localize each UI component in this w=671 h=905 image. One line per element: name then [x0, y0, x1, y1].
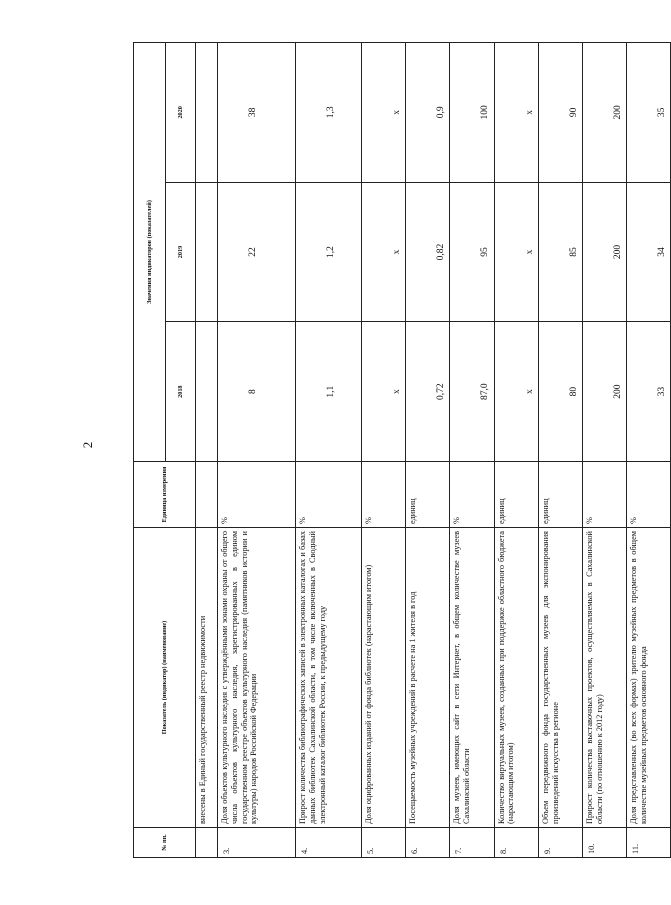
row-value-2018: 8 — [218, 322, 296, 462]
indicator-table-container — [133, 42, 668, 858]
row-indicator: Доля музеев, имеющих сайт в сети Интернет, в общем количестве музеев Сахалинской области — [450, 528, 494, 828]
continuation-text: внесены в Единый государственный реестр недвижимости — [196, 528, 218, 828]
continuation-unit-cell — [196, 462, 218, 528]
indicator-table — [133, 42, 671, 858]
row-value-2018: 200 — [583, 322, 627, 462]
row-number: 7. — [450, 828, 494, 858]
row-number: 8. — [494, 828, 538, 858]
row-value-2020: 200 — [583, 43, 627, 183]
row-value-2019: 85 — [538, 182, 582, 322]
row-unit: % — [218, 462, 296, 528]
row-value-2019: 200 — [583, 182, 627, 322]
row-number: 9. — [538, 828, 582, 858]
continuation-number-cell — [196, 828, 218, 858]
header-year-2020: 2020 — [166, 43, 196, 183]
header-values-group: Значения индикаторов (показателей) — [134, 43, 166, 462]
row-number: 3. — [218, 828, 296, 858]
row-value-2018: 80 — [538, 322, 582, 462]
row-indicator: Доля представленных (во всех формах) зрителю музейных предметов в общем количестве музейных предметов основного фонда — [627, 528, 671, 828]
header-unit: Единица измерения — [134, 462, 196, 528]
row-value-2019: 0,82 — [406, 182, 450, 322]
header-number: № пп. — [134, 828, 196, 858]
row-value-2019: 95 — [450, 182, 494, 322]
table-header-row — [134, 43, 166, 858]
row-value-2018: 1,1 — [296, 322, 362, 462]
row-indicator: Доля оцифрованных изданий от фонда библиотек (нарастающим итогом) — [362, 528, 406, 828]
row-value-2019: 1,2 — [296, 182, 362, 322]
row-unit: единиц — [538, 462, 582, 528]
table-row — [583, 43, 627, 858]
row-number: 4. — [296, 828, 362, 858]
table-row — [538, 43, 582, 858]
continuation-2019-cell — [196, 182, 218, 322]
table-row — [362, 43, 406, 858]
row-unit: % — [627, 462, 671, 528]
continuation-row — [196, 43, 218, 858]
row-number: 11. — [627, 828, 671, 858]
row-value-2020: 100 — [450, 43, 494, 183]
row-value-2018: 87,0 — [450, 322, 494, 462]
table-row — [296, 43, 362, 858]
row-unit: единиц — [494, 462, 538, 528]
row-value-2019: х — [362, 182, 406, 322]
row-value-2019: 34 — [627, 182, 671, 322]
table-row — [406, 43, 450, 858]
table-row — [627, 43, 671, 858]
row-indicator: Количество виртуальных музеев, созданных при поддержке областного бюджета (нарастающим итогом) — [494, 528, 538, 828]
row-indicator: Доля объектов культурного наследия с утверждёнными зонами охраны от общего числа объектов культурного наследия, зарегистрированных в едином государственном реестре объектов культурного наследия (памятников истории и культуры) народов Российской Федерации — [218, 528, 296, 828]
row-value-2019: х — [494, 182, 538, 322]
row-value-2020: 90 — [538, 43, 582, 183]
continuation-2020-cell — [196, 43, 218, 183]
row-unit: % — [362, 462, 406, 528]
row-number: 5. — [362, 828, 406, 858]
row-value-2018: х — [494, 322, 538, 462]
row-number: 10. — [583, 828, 627, 858]
row-value-2020: х — [362, 43, 406, 183]
table-row — [218, 43, 296, 858]
header-indicator: Показатель (индикатор) (наименование) — [134, 528, 196, 828]
header-year-2018: 2018 — [166, 322, 196, 462]
row-value-2020: 35 — [627, 43, 671, 183]
row-value-2018: х — [362, 322, 406, 462]
row-indicator: Прирост количества выставочных проектов, осуществляемых в Сахалинской области (по отношению к 2012 году) — [583, 528, 627, 828]
row-indicator: Объем передвижного фонда государственных музеев для экспонирования произведений искусства в регионе — [538, 528, 582, 828]
page-number: 2 — [80, 441, 95, 449]
row-value-2020: 1,3 — [296, 43, 362, 183]
row-unit: % — [583, 462, 627, 528]
row-number: 6. — [406, 828, 450, 858]
row-value-2018: 0,72 — [406, 322, 450, 462]
row-unit: % — [450, 462, 494, 528]
row-value-2020: 0,9 — [406, 43, 450, 183]
row-value-2020: х — [494, 43, 538, 183]
header-year-2019: 2019 — [166, 182, 196, 322]
row-unit: % — [296, 462, 362, 528]
row-indicator: Посещаемость музейных учреждений в расчете на 1 жителя в год — [406, 528, 450, 828]
row-value-2018: 33 — [627, 322, 671, 462]
row-indicator: Прирост количества библиографических записей в электронных каталогах и базах данных библиотек Сахалинской области, в том числе включенных в Сводный электронный каталог библиотек России, к предыдущему году — [296, 528, 362, 828]
table-row — [450, 43, 494, 858]
row-value-2020: 38 — [218, 43, 296, 183]
row-value-2019: 22 — [218, 182, 296, 322]
continuation-2018-cell — [196, 322, 218, 462]
row-unit: единиц — [406, 462, 450, 528]
table-row — [494, 43, 538, 858]
